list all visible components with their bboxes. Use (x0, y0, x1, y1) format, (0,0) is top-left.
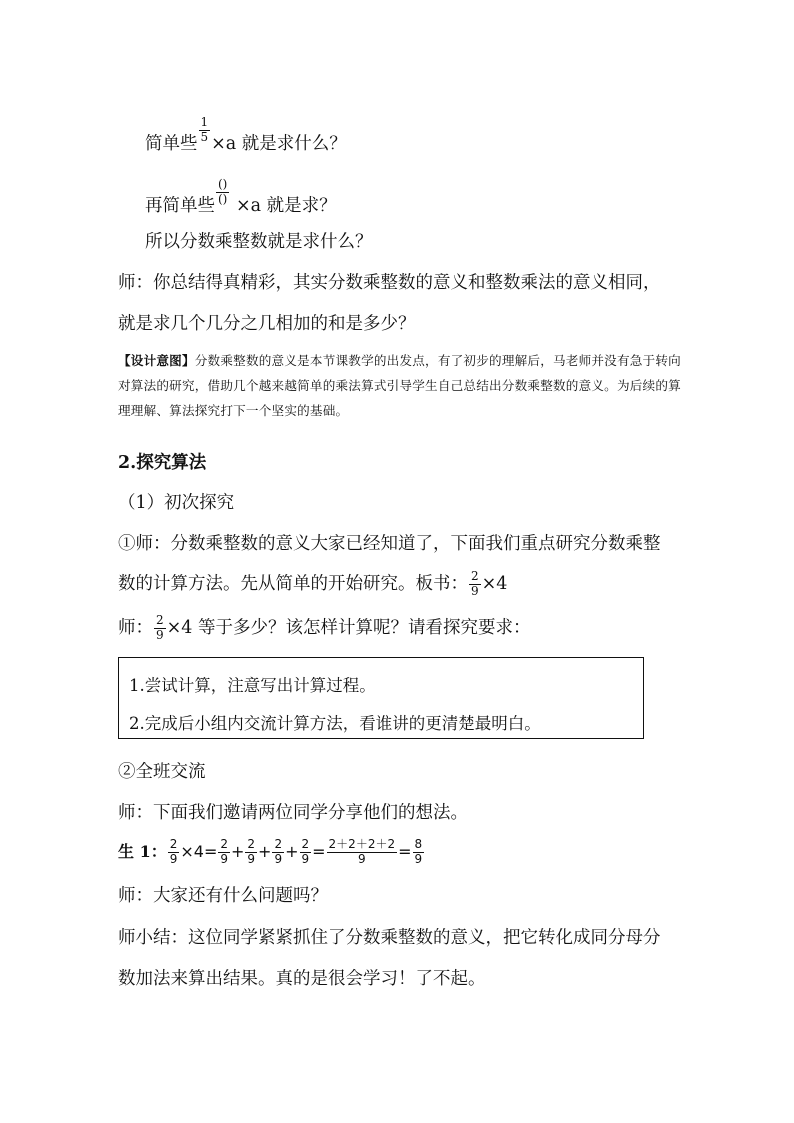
fraction-b (245, 838, 257, 867)
teacher-remark-line2: 就是求几个几分之几相加的和是多少？ (118, 314, 416, 334)
student-one-solution (118, 838, 425, 867)
fraction-two-ninths (469, 570, 481, 599)
times-four-equals: ×4= (180, 841, 218, 861)
fraction-denominator: 9 (156, 627, 164, 642)
fraction-one-fifth (199, 116, 211, 145)
exploration-requirements-box (118, 657, 644, 739)
question-suffix: ×a 就是求？ (230, 195, 337, 216)
speaker-label: 师： (118, 617, 153, 638)
student-label: 生 1： (118, 841, 167, 861)
teacher-invite: 师：下面我们邀请两位同学分享他们的想法。 (118, 803, 468, 823)
design-intent-paragraph (118, 348, 688, 423)
instruction-text: 数的计算方法。先从简单的开始研究。板书： (118, 573, 468, 594)
class-exchange-heading: ②全班交流 (118, 762, 206, 782)
fraction-numerator: 2 (247, 837, 256, 851)
fraction-f1 (168, 838, 180, 867)
fraction-numerator: 1 (200, 115, 209, 129)
fraction-numerator: 8 (414, 837, 423, 851)
plus-sign: + (231, 841, 245, 861)
equals-sign: = (398, 841, 412, 861)
fraction-denominator: 9 (414, 851, 423, 866)
fraction-sum (327, 838, 398, 867)
teacher-summary-line2: 数加法来算出结果。真的是很会学习！了不起。 (118, 969, 486, 989)
fraction-numerator: 2 (220, 837, 228, 851)
teacher-followup: 师：大家还有什么问题吗？ (118, 886, 328, 906)
fraction-two-ninths (154, 614, 166, 643)
teacher-instruction-line1: ①师：分数乘整数的意义大家已经知道了，下面我们重点研究分数乘整 (118, 534, 661, 554)
teacher-summary-line1: 师小结：这位同学紧紧抓住了分数乘整数的意义，把它转化成同分母分 (118, 928, 661, 948)
fraction-numerator: 2 (169, 837, 178, 851)
fraction-denominator: 9 (301, 851, 310, 866)
fraction-numerator: () (218, 177, 228, 191)
fraction-c (272, 838, 284, 867)
section-heading-explore-algorithm: 2.探究算法 (118, 453, 207, 473)
subsection-first-exploration: （1）初次探究 (118, 493, 235, 513)
question-prefix: 简单些 (145, 133, 198, 154)
plus-sign: + (258, 841, 272, 861)
question-suffix: ×a 就是求什么？ (211, 133, 347, 154)
equals-sign: = (312, 841, 326, 861)
fraction-denominator: 9 (247, 851, 256, 866)
question-one-fifth (145, 115, 347, 159)
fraction-denominator: 9 (169, 851, 178, 866)
fraction-blank (216, 178, 229, 207)
fraction-numerator: 2 (274, 837, 283, 851)
question-prefix: 再简单些 (145, 195, 215, 216)
design-intent-label: 【设计意图】 (118, 353, 195, 368)
design-intent-text: 分数乘整数的意义是本节课教学的出发点，有了初步的理解后，马老师并没有急于转向对算法的研究，借助几个越来越简单的乘法算式引导学生自己总结出分数乘整数的意义。为后续的算理理解、算法探究打下一个坚实的基础。 (118, 353, 681, 418)
question-meaning: 所以分数乘整数就是求什么？ (145, 232, 373, 252)
requirement-item-2: 2.完成后小组内交流计算方法，看谁讲的更清楚最明白。 (129, 714, 541, 733)
teacher-question (118, 614, 531, 643)
fraction-numerator: 2 (156, 613, 164, 627)
teacher-remark-line1: 师：你总结得真精彩，其实分数乘整数的意义和整数乘法的意义相同， (118, 273, 661, 293)
fraction-d (300, 838, 312, 867)
plus-sign: + (285, 841, 299, 861)
fraction-denominator: 9 (274, 851, 283, 866)
requirement-item-1: 1.尝试计算，注意写出计算过程。 (129, 676, 376, 695)
fraction-denominator: () (218, 191, 228, 206)
fraction-denominator: 9 (358, 851, 366, 866)
fraction-result (413, 838, 425, 867)
fraction-denominator: 9 (220, 851, 228, 866)
fraction-denominator: 9 (471, 583, 479, 598)
fraction-numerator: 2 (471, 569, 479, 583)
question-blank-fraction (145, 177, 337, 221)
fraction-numerator: 2 (301, 837, 310, 851)
question-text: ×4 等于多少？该怎样计算呢？请看探究要求： (166, 617, 531, 638)
times-four: ×4 (481, 573, 508, 594)
fraction-denominator: 5 (200, 129, 209, 144)
fraction-a (218, 838, 230, 867)
fraction-numerator: 2＋2＋2＋2 (328, 837, 396, 851)
teacher-instruction-line2 (118, 570, 507, 599)
